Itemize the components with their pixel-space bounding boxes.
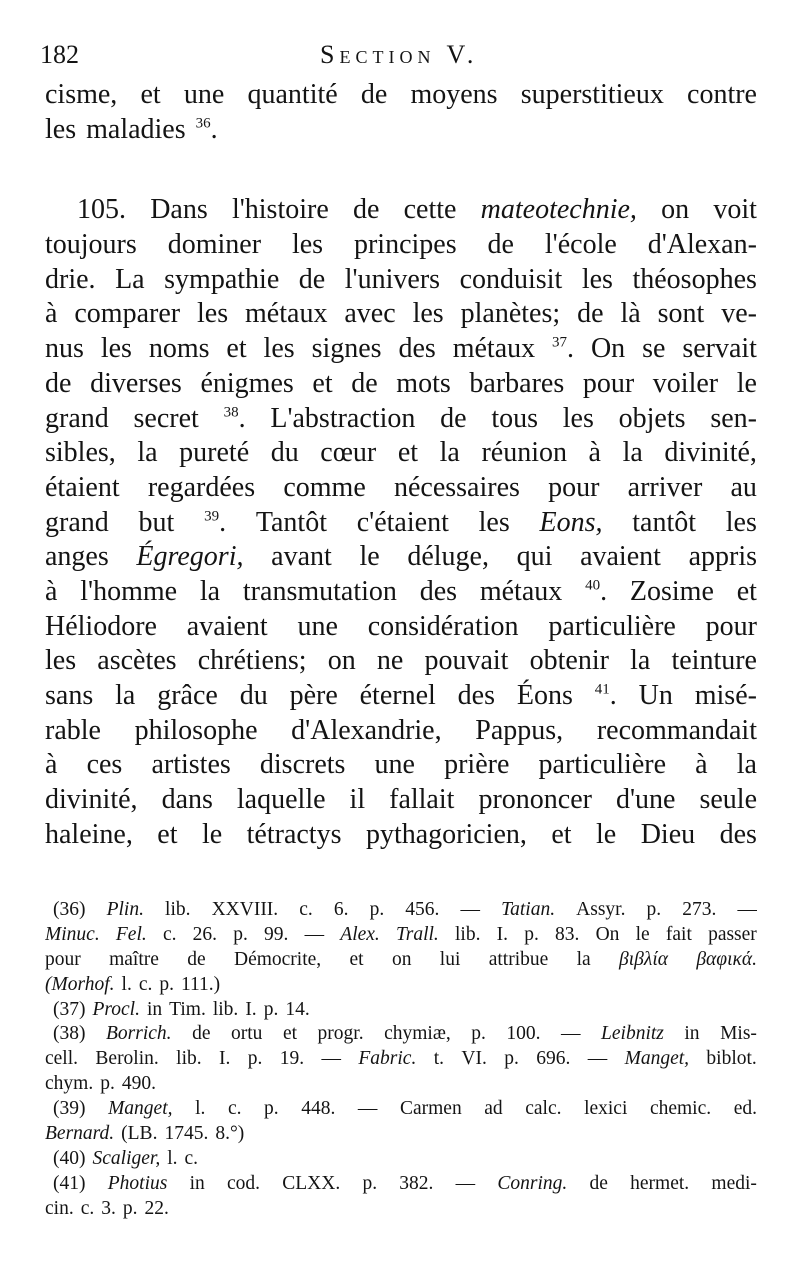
body-text [45, 78, 757, 852]
body-line: nus les noms et les signes des métaux $^{37}$. On se servait [45, 333, 757, 365]
body-line: étaient regardées comme nécessaires pour arriver au [45, 471, 757, 503]
footnote-line: pour maître de Démocrite, et on lui attribue la βιβλία βαφικά. [45, 948, 757, 970]
body-line: rable philosophe d'Alexandrie, Pappus, recommandait [45, 714, 757, 746]
footnote-line: cell. Berolin. lib. I. p. 19. — Fabric. t. VI. p. 696. — Manget, biblot. [45, 1048, 757, 1070]
body-line: à comparer les métaux avec les planètes; de là sont ve- [45, 298, 757, 330]
body-line: grand secret $^{38}$. L'abstraction de tous les objets sen- [45, 402, 757, 434]
body-line: sibles, la pureté du cœur et la réunion à la divinité, [45, 437, 757, 469]
body-line: haleine, et le tétractys pythagoricien, et le Dieu des [45, 818, 757, 850]
section-title: Section V. [320, 40, 479, 69]
footnote-line: Minuc. Fel. c. 26. p. 99. — Alex. Trall. lib. I. p. 83. On le fait passer [45, 923, 757, 945]
body-line: divinité, dans laquelle il fallait prononcer d'une seule [45, 784, 757, 816]
footnote-line: (40) Scaliger, l. c. [53, 1147, 199, 1169]
body-line: les ascètes chrétiens; on ne pouvait obtenir la teinture [45, 645, 757, 677]
footnote-line: (39) Manget, l. c. p. 448. — Carmen ad calc. lexici chemic. ed. [53, 1098, 757, 1120]
body-line: à ces artistes discrets une prière particulière à la [45, 749, 757, 781]
body-line: grand but $^{39}$. Tantôt c'étaient les Eons, tantôt les [45, 506, 757, 538]
body-line: de diverses énigmes et de mots barbares pour voiler le [45, 367, 757, 399]
footnote-line: (41) Photius in cod. CLXX. p. 382. — Conring. de hermet. medi- [53, 1172, 757, 1194]
body-line: anges Égregori, avant le déluge, qui avaient appris [45, 541, 757, 573]
footnote-line: (37) Procl. in Tim. lib. I. p. 14. [53, 998, 310, 1020]
footnote-line: cin. c. 3. p. 22. [45, 1197, 169, 1219]
body-line: drie. La sympathie de l'univers conduisit les théosophes [45, 263, 757, 295]
paragraph-gap [45, 147, 757, 193]
footnote-line: (Morhof. l. c. p. 111.) [45, 973, 221, 995]
body-line: cisme, et une quantité de moyens superstitieux contre [45, 79, 757, 110]
body-line: Héliodore avaient une considération particulière pour [45, 610, 757, 642]
body-line: les maladies $^{36}$. [45, 113, 218, 145]
page-number: 182 [40, 40, 79, 69]
footnote-line: (38) Borrich. de ortu et progr. chymiæ, p. 100. — Leibnitz in Mis- [53, 1023, 757, 1045]
body-line: sans la grâce du père éternel des Éons $^{41}$. Un misé- [45, 680, 757, 711]
body-line: toujours dominer les principes de l'école d'Alexan- [45, 229, 757, 261]
running-head [40, 40, 750, 80]
footnotes [45, 898, 757, 1222]
body-line: à l'homme la transmutation des métaux $^{40}$. Zosime et [45, 575, 757, 607]
footnote-line: Bernard. (LB. 1745. 8.°) [45, 1123, 245, 1145]
body-line: 105. Dans l'histoire de cette mateotechnie, on voit [77, 194, 757, 226]
footnote-line: chym. p. 490. [45, 1073, 156, 1095]
footnote-line: (36) Plin. lib. XXVIII. c. 6. p. 456. — Tatian. Assyr. p. 273. — [53, 899, 757, 920]
